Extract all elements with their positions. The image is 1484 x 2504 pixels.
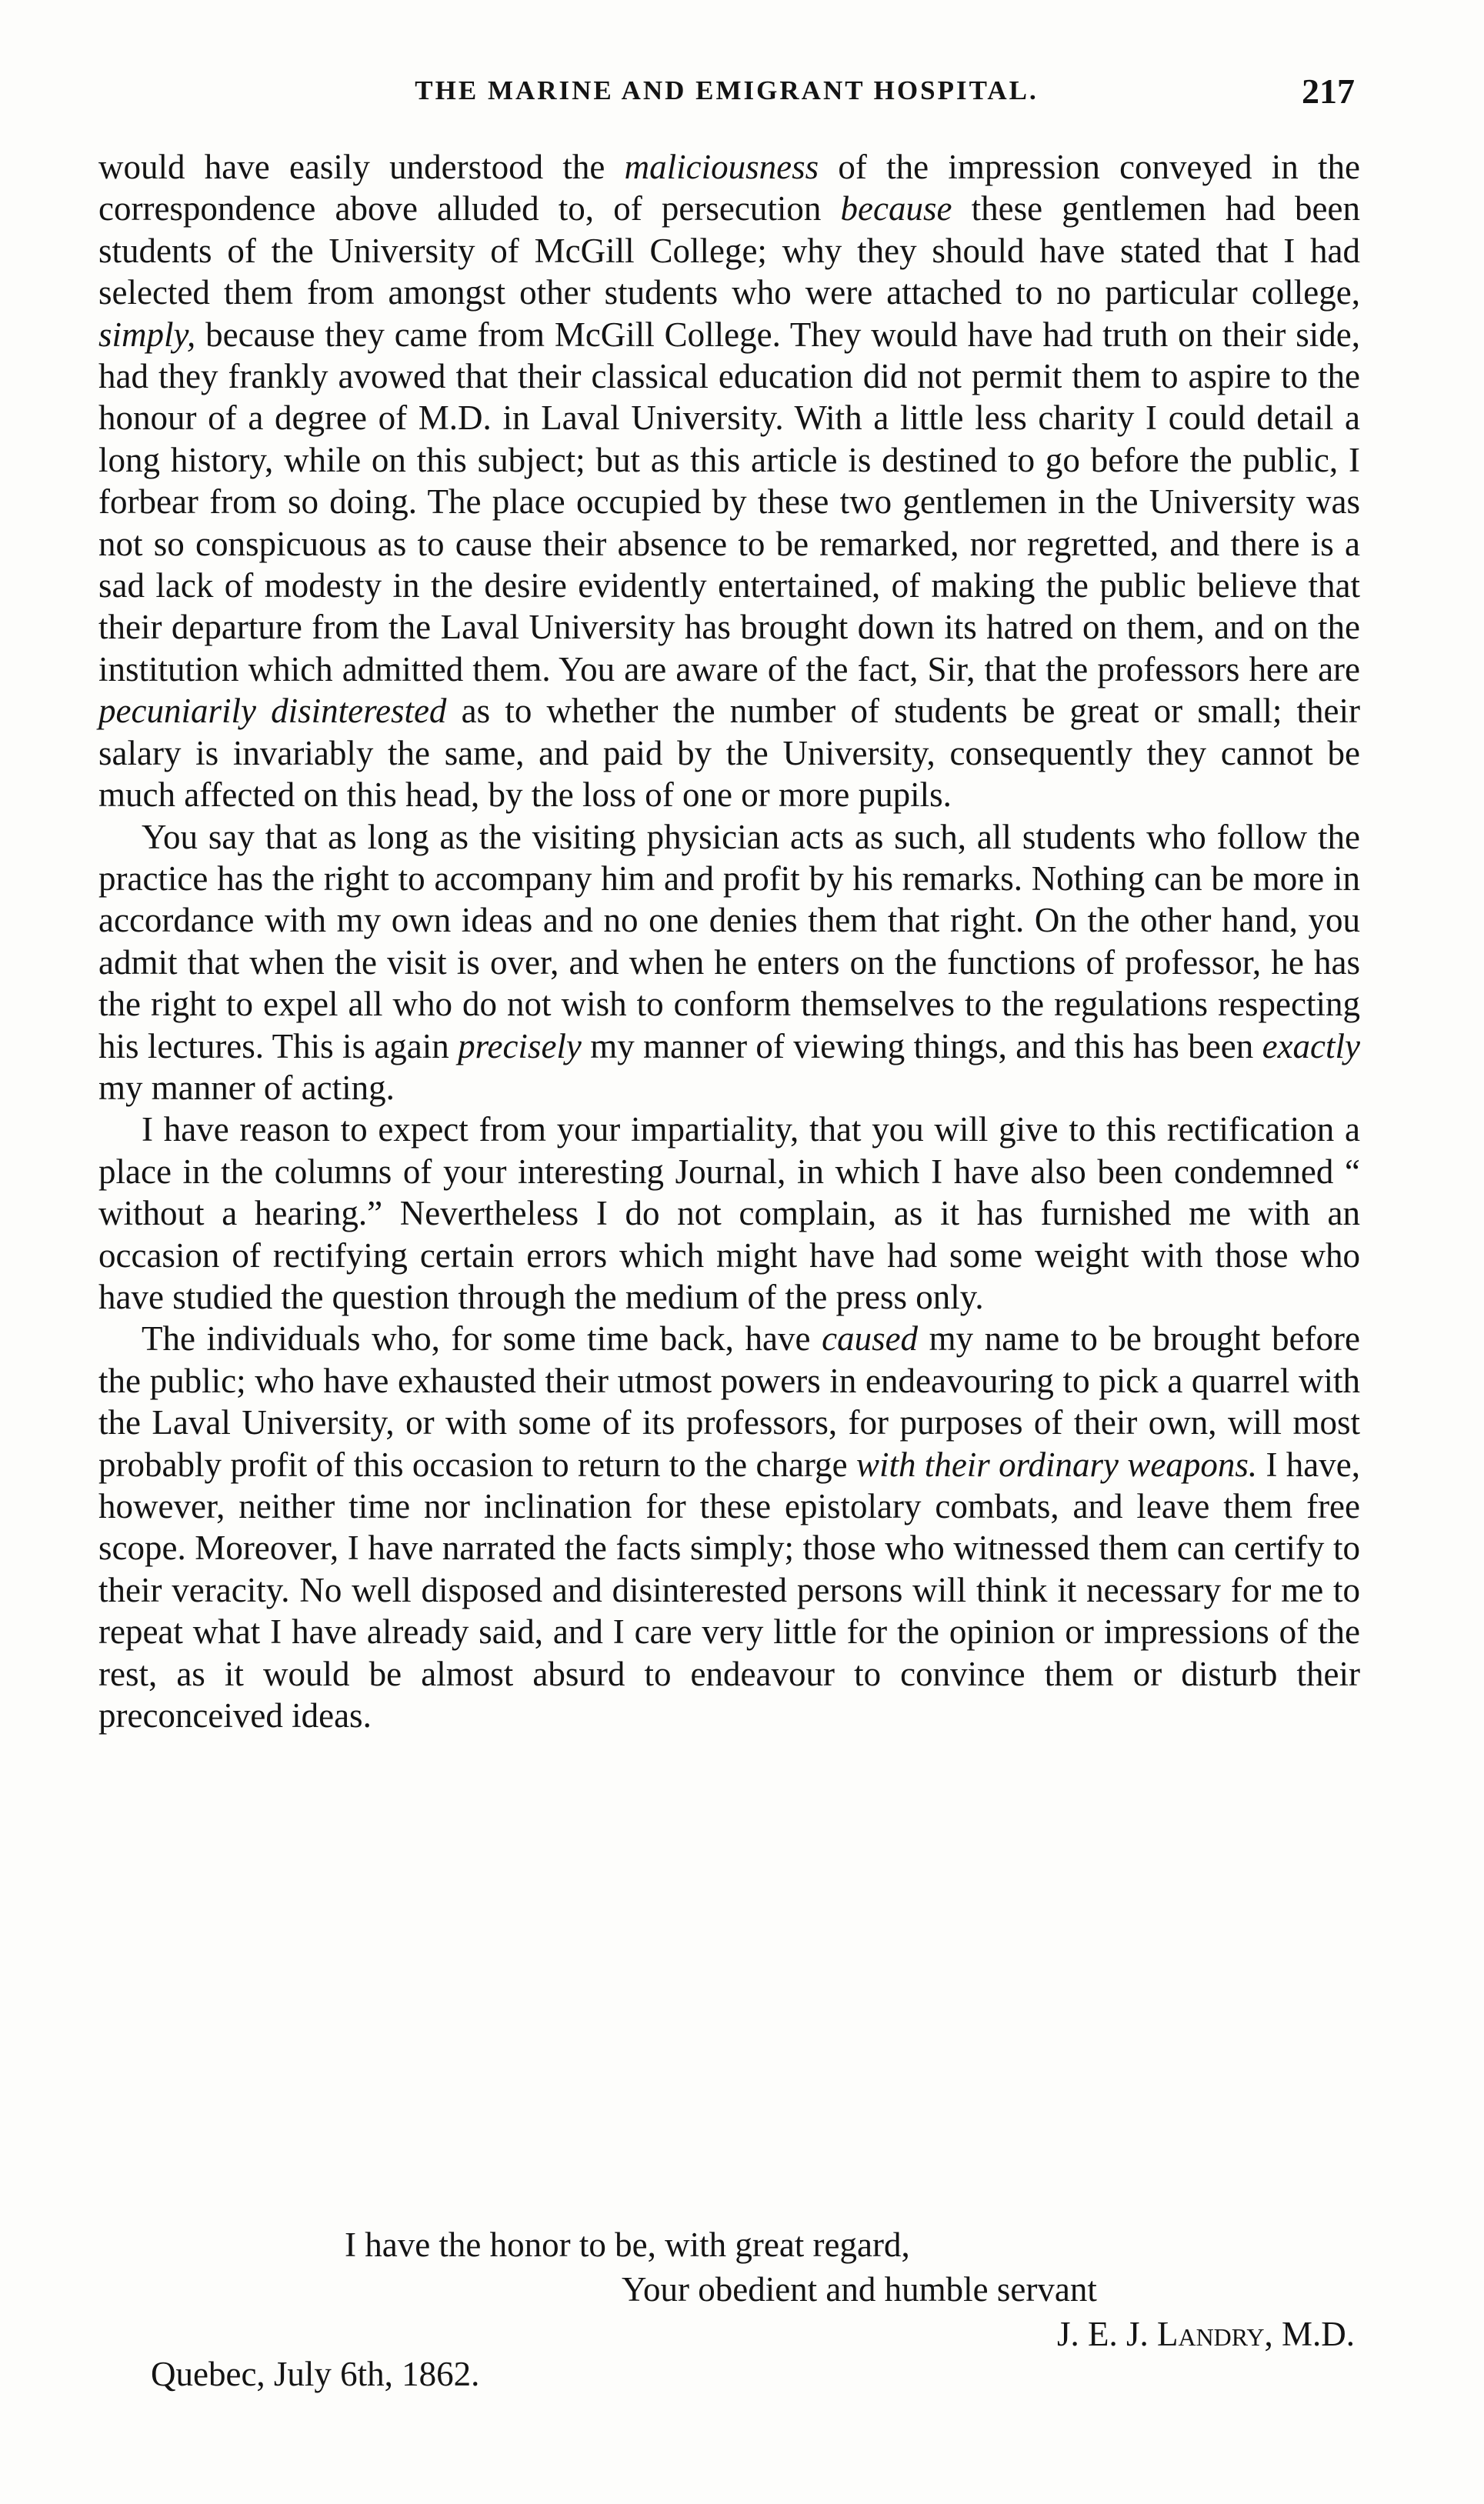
italic-text: caused (822, 1319, 919, 1359)
text-run: The individuals who, for some time back, have (142, 1319, 822, 1359)
running-head: THE MARINE AND EMIGRANT HOSPITAL. (415, 75, 1039, 105)
text-run: my name to be brought before the public; who have exhausted their utmost powers in endeavouring to pick a quarrel with the Laval University, or with some of its professors, for purposes of their own, will most probably profit of this occasion to return to the charge (98, 1319, 1360, 1484)
italic-text: maliciousness (624, 148, 819, 186)
paragraph (98, 146, 1360, 816)
signature-initials: J. E. J. (1056, 2315, 1157, 2353)
text-run: because they came from McGill College. They would have had truth on their side, had they frankly avowed that their classical education did not permit them to aspire to the honour of a degree of M.D. in Laval University. With a little less charity I could detail a long history, while on this subject; but as this article is destined to go before the public, I forbear from so doing. The place occupied by these two gentlemen in the University was not so conspicuous as to cause their absence to be remarked, nor regretted, and there is a sad lack of modesty in the desire evidently entertained, of making the public believe that their departure from the Laval University has brought down its hatred on them, and on the institution which admitted them. You are aware of the fact, Sir, that the professors here are (98, 315, 1360, 689)
italic-text: precisely (458, 1026, 582, 1065)
italic-text: with their ordinary weapons. (855, 1445, 1258, 1484)
text-run: my manner of acting. (98, 1068, 395, 1107)
italic-text: because (840, 189, 952, 228)
closing-line: I have the honor to be, with great regard, (345, 2226, 910, 2264)
paragraph (98, 816, 1360, 1109)
valediction: Your obedient and humble servant (622, 2270, 1097, 2309)
text-run: these gentlemen had been students of the University of McGill College; why they should have stated that I had selected them from amongst other students who were attached to no particular college, (98, 189, 1360, 312)
text-run: I have reason to expect from your impartiality, that you will give to this rectification a place in the columns of your interesting Journal, in which I have also been condemned “ without a hearing.” Nevertheless I do not complain, as it has furnished me with an occasion of rectifying certain errors which might have had some weight with those who have studied the question through the medium of the press only. (98, 1110, 1360, 1316)
text-run: would have easily understood the (98, 148, 625, 186)
dateline: Quebec, July 6th, 1862. (151, 2355, 480, 2393)
signature-suffix: , M.D. (1264, 2315, 1355, 2353)
text-run: of the impression conveyed in the correspondence above alluded to, of persecution (98, 148, 1360, 228)
text-run: my manner of viewing things, and this has been (581, 1026, 1262, 1065)
text-run: You say that as long as the visiting physician acts as such, all students who follow the practice has the right to accompany him and profit by his remarks. Nothing can be more in accordance with my own ideas and no one denies them that right. On the other hand, you admit that when the visit is over, and when he enters on the functions of professor, he has the right to expel all who do not wish to conform themselves to the regulations respecting his lectures. This is again (98, 817, 1360, 1065)
italic-text: simply, (98, 315, 196, 354)
text-run: I have, however, neither time nor inclination for these epistolary combats, and leave them free scope. Moreover, I have narrated the facts simply; those who witnessed them can certify to their veracity. No well disposed and disinterested persons will think it necessary for me to repeat what I have already said, and I care very little for the opinion or impressions of the rest, as it would be almost absurd to endeavour to convince them or disturb their preconceived ideas. (98, 1445, 1360, 1735)
italic-text: exactly (1262, 1026, 1360, 1065)
italic-text: pecuniarily disinterested (98, 692, 447, 731)
paragraph (98, 1109, 1360, 1318)
body-text (98, 146, 1360, 1736)
signature (1057, 2314, 1355, 2354)
page-header (98, 71, 1355, 125)
signature-surname: Landry (1156, 2315, 1265, 2353)
page-number: 217 (1302, 72, 1355, 111)
paragraph (98, 1318, 1360, 1736)
text-run: as to whether the number of students be great or small; their salary is invariably the same, and paid by the University, consequently they cannot be much affected on this head, by the loss of one or more pupils. (98, 692, 1360, 815)
